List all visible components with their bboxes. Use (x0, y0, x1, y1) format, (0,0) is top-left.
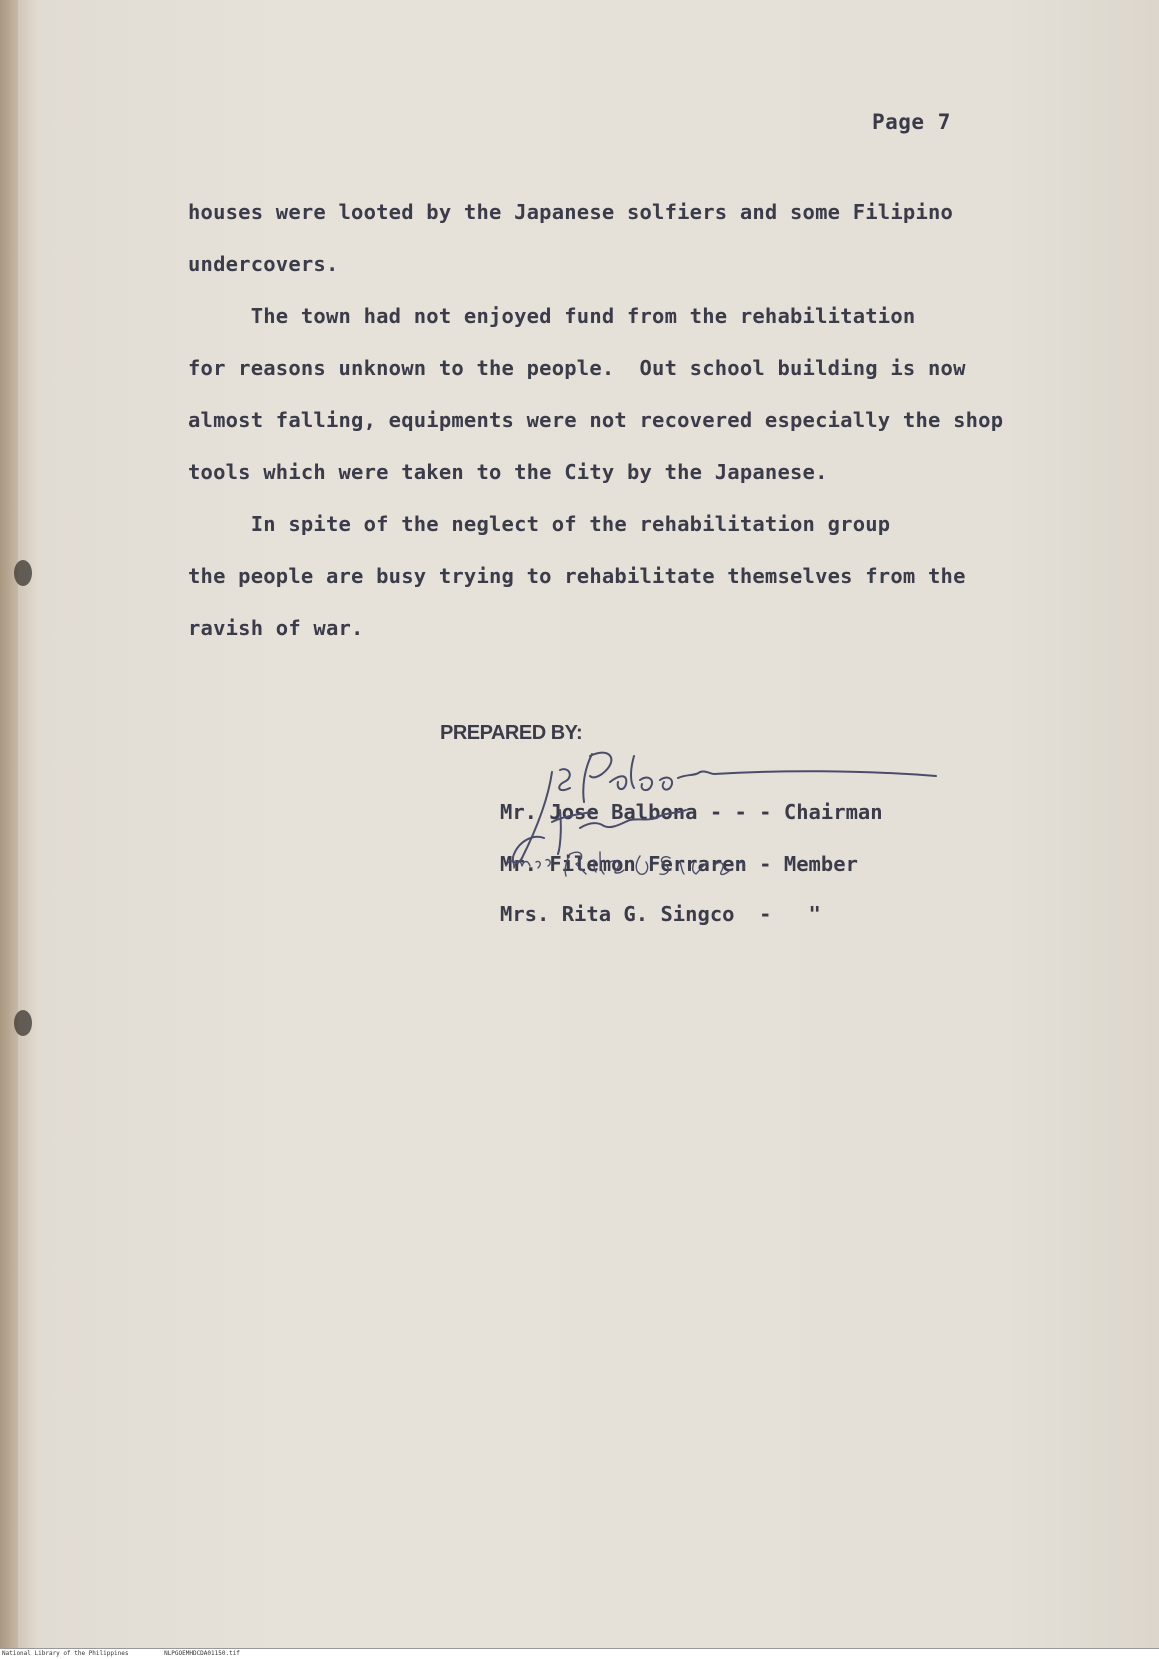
text-line: the people are busy trying to rehabilitate themselves from the (188, 564, 966, 588)
binding-edge (0, 0, 18, 1648)
scan-footer (0, 1648, 1159, 1659)
text-line: houses were looted by the Japanese solfiers and some Filipino (188, 200, 954, 224)
prepared-by-label: PREPARED BY: (440, 722, 583, 744)
signature-balbona-icon (513, 753, 936, 863)
signatory-member-2: Mrs. Rita G. Singco - " (500, 902, 821, 926)
text-line: ravish of war. (188, 616, 364, 640)
text-line: In spite of the neglect of the rehabilitation group (188, 512, 891, 536)
page-number: Page 7 (872, 110, 951, 134)
signatory-member: Mr. Filemon Ferraren - Member (500, 852, 858, 876)
paragraph-3 (188, 498, 1048, 654)
text-line: for reasons unknown to the people. Out school building is now (188, 356, 966, 380)
text-line: The town had not enjoyed fund from the rehabilitation (188, 304, 916, 328)
paragraph-2 (188, 290, 1048, 498)
signature-ferraren-icon (552, 810, 686, 854)
text-line: tools which were taken to the City by the Japanese. (188, 460, 828, 484)
punch-hole (14, 1010, 32, 1036)
paragraph-1 (188, 186, 1048, 290)
text-line: almost falling, equipments were not recovered especially the shop (188, 408, 1004, 432)
punch-hole (14, 560, 32, 586)
signature-singco-icon (506, 852, 745, 876)
handwritten-signatures (500, 730, 1000, 930)
signatory-chairman: Mr. Jose Balbona - - - Chairman (500, 800, 883, 824)
footer-source: National Library of the Philippines (2, 1650, 129, 1657)
footer-file-name: NLPGOEMHDCDA01150.tif (164, 1650, 240, 1657)
text-line: undercovers. (188, 252, 339, 276)
